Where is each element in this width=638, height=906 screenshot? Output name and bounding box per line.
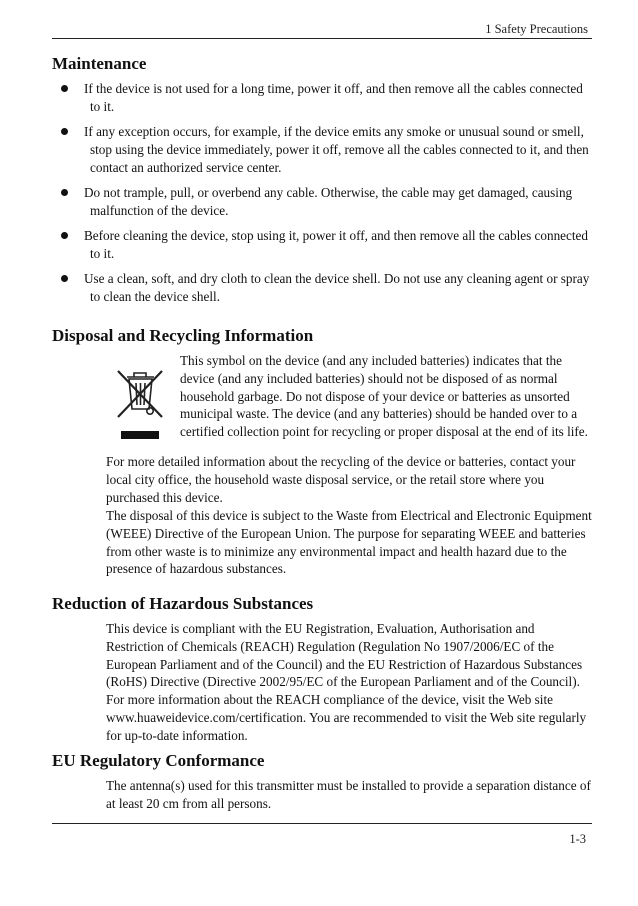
eu-paragraph: The antenna(s) used for this transmitter must be installed to provide a separation distance of at least 20 cm from all persons. [106,778,591,811]
bullet-icon [61,128,68,135]
list-item [52,227,592,263]
bullet-icon [61,275,68,282]
symbol-description: This symbol on the device (and any included batteries) indicates that the device (and any included batteries) should not be disposed of as normal household garbage. Do not dispose of your device or batteries as unsorted municipal waste. The device (and any batteries) should be handed over to a certified collection point for recycling or proper disposal at the end of its life. [180,353,588,440]
list-item [52,123,592,177]
disposal-heading: Disposal and Recycling Information [52,326,314,345]
list-item-text: If any exception occurs, for example, if the device emits any smoke or unusual sound or smell, stop using the device immediately, power it off, remove all the cables connected to it, and then contact an authorized service center. [84,124,589,175]
weee-paragraph: The disposal of this device is subject to the Waste from Electrical and Electronic Equipment (WEEE) Directive of the European Union. The purpose for separating WEEE and batteries from other waste is to minimize any environmental impact and health hazard due to the presence of hazardous substances. [106,508,592,577]
eu-heading: EU Regulatory Conformance [52,751,265,770]
list-item-text: Before cleaning the device, stop using it, power it off, and then remove all the cables connected to it. [84,228,589,261]
page-number: 1-3 [569,832,586,846]
crossed-out-wheelie-bin-icon [110,365,170,445]
list-item [52,270,592,306]
header-divider [52,38,592,39]
list-item-text: Use a clean, soft, and dry cloth to clean the device shell. Do not use any cleaning agent or spray to clean the device shell. [84,271,590,304]
bullet-icon [61,189,68,196]
bullet-icon [61,85,68,92]
running-header: 1 Safety Precautions [485,22,588,36]
maintenance-heading: Maintenance [52,54,147,73]
list-item [52,184,592,220]
list-item-text: Do not trample, pull, or overbend any cable. Otherwise, the cable may get damaged, causing malfunction of the device. [84,185,573,218]
disposal-paragraph: For more detailed information about the recycling of the device or batteries, contact your local city office, the household waste disposal service, or the retail store where you purchased this device. [106,454,576,505]
footer-divider [52,823,592,824]
hazardous-heading: Reduction of Hazardous Substances [52,594,314,613]
bullet-icon [61,232,68,239]
list-item-text: If the device is not used for a long time, power it off, and then remove all the cables connected to it. [84,81,583,114]
hazardous-paragraph: This device is compliant with the EU Registration, Evaluation, Authorisation and Restriction of Chemicals (REACH) Regulation (Regulation No 1907/2006/EC of the European Parliament and of the Council) and the EU Restriction of Hazardous Substances (RoHS) Directive (Directive 2002/95/EC of the European Parliament and of the Council). For more information about the REACH compliance of the device, visit the Web site www.huaweidevice.com/certification. You are recommended to visit the Web site regularly for up-to-date information. [106,621,587,743]
maintenance-list [52,80,592,313]
list-item [52,80,592,116]
